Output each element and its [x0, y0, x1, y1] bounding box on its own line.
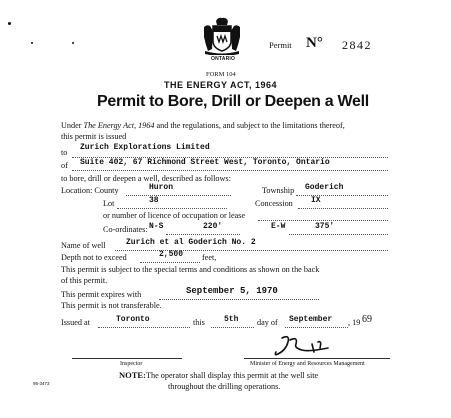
county-line	[126, 195, 231, 196]
of-label: of	[61, 161, 68, 170]
note-label: NOTE:	[119, 370, 146, 380]
coordinates-label: Co-ordinates:	[103, 225, 148, 234]
permit-number-label: N°	[306, 35, 323, 51]
permittee-name: Zurich Explorations Limited	[80, 143, 210, 152]
ns-label: N-S	[149, 222, 164, 231]
ew-value: 375'	[315, 222, 335, 231]
depth-label: Depth not to exceed	[61, 253, 127, 262]
expires-line	[159, 299, 319, 300]
note-line-1: The operator shall display this permit at the well site	[146, 371, 319, 380]
township-value: Goderich	[305, 183, 344, 192]
scan-speck	[72, 42, 74, 44]
issued-at-label: Issued at	[61, 318, 90, 327]
minister-signature-line	[244, 358, 390, 359]
purpose-text: to bore, drill or deepen a well, described as follows:	[61, 174, 231, 183]
permittee-address: Suite 402, 67 Richmond Street West, Toronto, Ontario	[80, 158, 330, 167]
lot-label: Lot	[103, 199, 115, 208]
concession-label: Concession	[255, 199, 293, 208]
province-label: ONTARIO	[211, 56, 236, 62]
note-line-2: throughout the drilling operations.	[168, 382, 281, 391]
well-name-value: Zurich et al Goderich No. 2	[126, 238, 256, 247]
form-code: 95-3473	[33, 381, 50, 386]
inspector-signature-line	[72, 358, 182, 359]
conditions-line-1: This permit is subject to the special terms and conditions as shown on the back	[61, 265, 320, 274]
issued-day: 5th	[224, 315, 239, 324]
scan-speck	[8, 22, 11, 25]
minister-label: Minister of Energy and Resources Management	[250, 361, 365, 367]
of-line	[72, 170, 388, 171]
ns-line	[166, 234, 240, 235]
form-number: FORM 104	[206, 71, 236, 78]
minister-signature	[268, 332, 338, 360]
permit-number: 2842	[342, 38, 372, 52]
ns-value: 220'	[203, 222, 223, 231]
expires-value: September 5, 1970	[186, 286, 278, 296]
lot-line	[117, 208, 227, 209]
issued-year: 69	[362, 314, 372, 325]
intro-line-2: this permit is issued	[61, 132, 127, 141]
not-transferable-text: This permit is not transferable.	[61, 301, 162, 310]
issued-place: Toronto	[116, 315, 150, 324]
issued-month: September	[289, 315, 333, 324]
scan-speck	[31, 42, 33, 44]
conditions-line-2: of this permit.	[61, 276, 108, 285]
township-line	[296, 195, 388, 196]
act-name: The Energy Act, 1964	[83, 121, 155, 130]
licence-line	[258, 220, 388, 221]
coat-of-arms-icon	[201, 15, 243, 55]
county-value: Huron	[149, 183, 174, 192]
page-title: Permit to Bore, Drill or Deepen a Well	[97, 93, 369, 110]
inspector-label: Inspector	[120, 361, 143, 367]
act-title: THE ENERGY ACT, 1964	[164, 80, 278, 90]
to-label: to	[61, 148, 68, 157]
intro-line-1: Under The Energy Act, 1964 and the regulations, and subject to the limitations thereof,	[61, 121, 345, 130]
depth-line	[140, 262, 200, 263]
expires-label: This permit expires with	[61, 290, 142, 299]
depth-unit: feet,	[202, 253, 217, 262]
this-label: this	[193, 318, 205, 327]
permit-label: Permit	[269, 40, 292, 50]
ew-line	[289, 234, 388, 235]
licence-label: or number of licence of occupation or lease	[103, 211, 246, 220]
month-line	[285, 327, 348, 328]
township-label: Township	[262, 186, 295, 195]
well-name-label: Name of well	[61, 241, 106, 250]
well-name-line	[115, 250, 388, 251]
day-line	[211, 327, 254, 328]
lot-value: 38	[149, 196, 159, 205]
ew-label: E-W	[271, 222, 286, 231]
concession-line	[298, 208, 388, 209]
day-of-label: day of	[257, 318, 278, 327]
year-prefix: , 19	[348, 318, 361, 327]
depth-value: 2,500	[159, 250, 184, 259]
location-label: Location: County	[61, 186, 119, 195]
concession-value: IX	[311, 196, 321, 205]
place-line	[98, 327, 190, 328]
